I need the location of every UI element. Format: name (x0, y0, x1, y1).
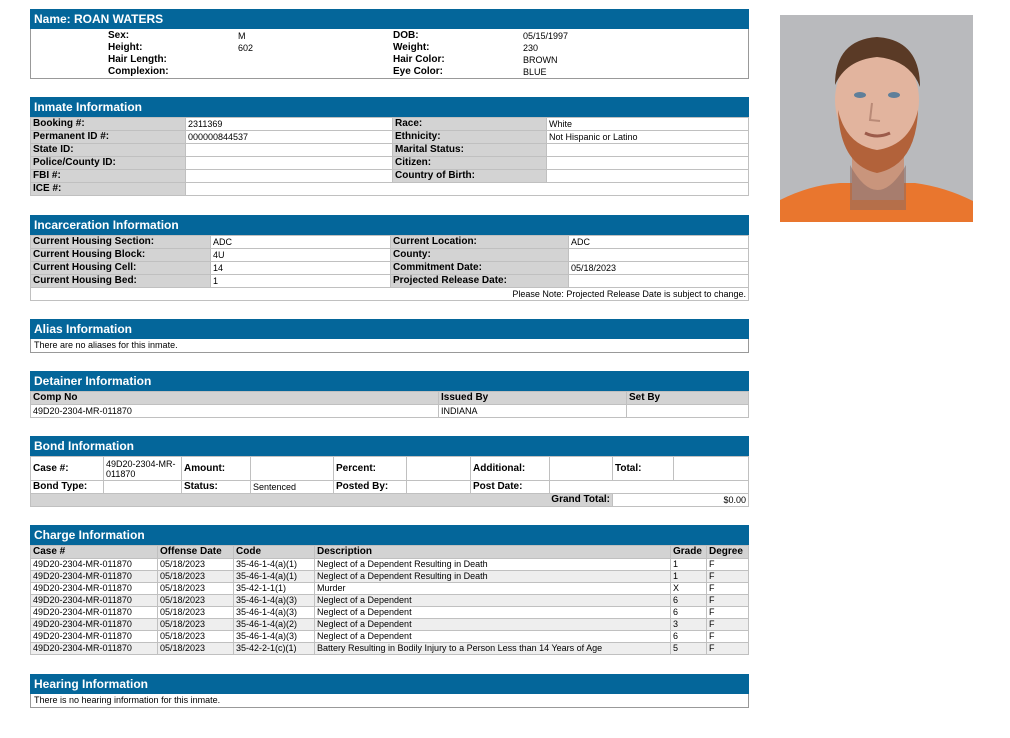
charge-case-no: 49D20-2304-MR-011870 (31, 619, 158, 631)
charge-column-header: Description (315, 546, 671, 559)
charge-case-no: 49D20-2304-MR-011870 (31, 607, 158, 619)
status-value: Sentenced (251, 481, 334, 494)
additional-value (550, 457, 613, 481)
hearing-information-title: Hearing Information (30, 674, 749, 694)
additional-label: Additional: (471, 457, 550, 481)
bond-type-label: Bond Type: (31, 481, 104, 494)
incarceration-field-label: Projected Release Date: (391, 275, 569, 288)
bond-information-section (30, 436, 749, 507)
charge-column-header: Degree (707, 546, 749, 559)
detainer-set-by (627, 405, 749, 418)
charge-row (31, 619, 749, 631)
inmate-info-row (31, 170, 749, 183)
inmate-field-label: Ethnicity: (393, 131, 547, 144)
charge-information-title: Charge Information (30, 525, 749, 545)
name-section (30, 9, 749, 79)
inmate-information-section (30, 97, 749, 196)
detainer-comp-no: 49D20-2304-MR-011870 (31, 405, 439, 418)
charge-case-no: 49D20-2304-MR-011870 (31, 583, 158, 595)
incarceration-info-row (31, 262, 749, 275)
ice-label: ICE #: (31, 183, 186, 196)
charge-information-section (30, 525, 749, 655)
post-date-value (550, 481, 749, 494)
hair-color-label: Hair Color: (393, 54, 445, 65)
inmate-field-label: Citizen: (393, 157, 547, 170)
bond-information-title: Bond Information (30, 436, 749, 456)
sex-label: Sex: (108, 30, 130, 41)
incarceration-field-value: 05/18/2023 (569, 262, 749, 275)
inmate-field-label: State ID: (31, 144, 186, 157)
height-label: Height: (108, 42, 143, 53)
charge-degree: F (707, 595, 749, 607)
height-value: 602 (238, 43, 254, 53)
status-label: Status: (182, 481, 251, 494)
charge-degree: F (707, 643, 749, 655)
inmate-info-row (31, 118, 749, 131)
inmate-field-label: Country of Birth: (393, 170, 547, 183)
charge-description: Murder (315, 583, 671, 595)
charge-degree: F (707, 619, 749, 631)
charge-description: Neglect of a Dependent (315, 619, 671, 631)
inmate-field-label: Permanent ID #: (31, 131, 186, 144)
bond-type-value (104, 481, 182, 494)
inmate-photo (780, 15, 973, 222)
inmate-info-row (31, 144, 749, 157)
ice-value (186, 183, 749, 196)
charge-code: 35-46-1-4(a)(1) (234, 559, 315, 571)
charge-grade: 1 (671, 559, 707, 571)
inmate-field-value (186, 157, 393, 170)
hair-length-value (236, 54, 391, 66)
incarceration-field-value: ADC (211, 236, 391, 249)
hair-color-value: BROWN (523, 55, 558, 65)
incarceration-field-label: Commitment Date: (391, 262, 569, 275)
charge-grade: 1 (671, 571, 707, 583)
charge-offense-date: 05/18/2023 (158, 583, 234, 595)
inmate-field-value: 000000844537 (186, 131, 393, 144)
hearing-text: There is no hearing information for this inmate. (30, 694, 749, 708)
inmate-field-value: 2311369 (186, 118, 393, 131)
weight-value: 230 (523, 43, 539, 53)
inmate-field-value (547, 144, 749, 157)
inmate-field-value (186, 170, 393, 183)
charge-column-header: Grade (671, 546, 707, 559)
incarceration-info-row (31, 275, 749, 288)
complexion-label: Complexion: (108, 66, 169, 77)
charge-offense-date: 05/18/2023 (158, 619, 234, 631)
charge-description: Neglect of a Dependent Resulting in Death (315, 571, 671, 583)
inmate-info-row (31, 131, 749, 144)
charge-case-no: 49D20-2304-MR-011870 (31, 631, 158, 643)
inmate-field-label: Police/County ID: (31, 157, 186, 170)
total-label: Total: (613, 457, 674, 481)
inmate-field-label: Marital Status: (393, 144, 547, 157)
detainer-information-section (30, 371, 749, 418)
post-date-label: Post Date: (471, 481, 550, 494)
incarceration-field-value: 1 (211, 275, 391, 288)
charge-column-header: Offense Date (158, 546, 234, 559)
charge-description: Neglect of a Dependent (315, 631, 671, 643)
incarceration-field-label: Current Location: (391, 236, 569, 249)
incarceration-field-value: 14 (211, 262, 391, 275)
hair-length-label: Hair Length: (108, 54, 167, 65)
charge-description: Neglect of a Dependent (315, 607, 671, 619)
inmate-field-value: White (547, 118, 749, 131)
charge-row (31, 595, 749, 607)
charge-header-row (31, 546, 749, 559)
charge-case-no: 49D20-2304-MR-011870 (31, 571, 158, 583)
incarceration-field-value: ADC (569, 236, 749, 249)
charge-degree: F (707, 583, 749, 595)
charge-degree: F (707, 559, 749, 571)
charge-grade: 6 (671, 631, 707, 643)
charge-row (31, 583, 749, 595)
inmate-field-label: Race: (393, 118, 547, 131)
charge-offense-date: 05/18/2023 (158, 571, 234, 583)
incarceration-field-label: Current Housing Cell: (31, 262, 211, 275)
posted-by-value (407, 481, 471, 494)
complexion-value (236, 66, 391, 78)
inmate-information-title: Inmate Information (30, 97, 749, 117)
alias-information-section (30, 319, 749, 353)
charge-degree: F (707, 571, 749, 583)
percent-label: Percent: (334, 457, 407, 481)
total-value (674, 457, 749, 481)
issued-by-header: Issued By (439, 392, 627, 405)
alias-information-title: Alias Information (30, 319, 749, 339)
incarceration-field-label: Current Housing Bed: (31, 275, 211, 288)
charge-code: 35-42-1-1(1) (234, 583, 315, 595)
inmate-info-row (31, 157, 749, 170)
inmate-field-value (186, 144, 393, 157)
charge-offense-date: 05/18/2023 (158, 595, 234, 607)
charge-column-header: Case # (31, 546, 158, 559)
charge-case-no: 49D20-2304-MR-011870 (31, 559, 158, 571)
percent-value (407, 457, 471, 481)
detainer-information-title: Detainer Information (30, 371, 749, 391)
dob-label: DOB: (393, 30, 419, 41)
charge-description: Neglect of a Dependent (315, 595, 671, 607)
weight-label: Weight: (393, 42, 430, 53)
incarceration-field-value (569, 275, 749, 288)
case-label: Case #: (31, 457, 104, 481)
inmate-name-title: Name: ROAN WATERS (30, 9, 749, 29)
hearing-information-section (30, 674, 749, 708)
charge-code: 35-46-1-4(a)(2) (234, 619, 315, 631)
charge-offense-date: 05/18/2023 (158, 643, 234, 655)
alias-text: There are no aliases for this inmate. (30, 339, 749, 353)
set-by-header: Set By (627, 392, 749, 405)
charge-row (31, 571, 749, 583)
inmate-field-value (547, 170, 749, 183)
incarceration-info-row (31, 236, 749, 249)
grand-total-label: Grand Total: (31, 494, 613, 507)
charge-offense-date: 05/18/2023 (158, 607, 234, 619)
charge-code: 35-42-2-1(c)(1) (234, 643, 315, 655)
charge-code: 35-46-1-4(a)(1) (234, 571, 315, 583)
sex-value: M (238, 31, 246, 41)
charge-offense-date: 05/18/2023 (158, 559, 234, 571)
inmate-field-value (547, 157, 749, 170)
charge-row (31, 631, 749, 643)
charge-description: Neglect of a Dependent Resulting in Death (315, 559, 671, 571)
bond-case-value: 49D20-2304-MR-011870 (104, 457, 182, 481)
dob-value: 05/15/1997 (523, 31, 569, 41)
charge-grade: 6 (671, 595, 707, 607)
charge-row (31, 559, 749, 571)
incarceration-information-section (30, 215, 749, 301)
charge-grade: X (671, 583, 707, 595)
incarceration-information-title: Incarceration Information (30, 215, 749, 235)
charge-row (31, 643, 749, 655)
charge-row (31, 607, 749, 619)
incarceration-field-value (569, 249, 749, 262)
release-date-note: Please Note: Projected Release Date is subject to change. (30, 288, 749, 301)
charge-code: 35-46-1-4(a)(3) (234, 595, 315, 607)
inmate-field-label: Booking #: (31, 118, 186, 131)
eye-color-label: Eye Color: (393, 66, 444, 77)
charge-degree: F (707, 631, 749, 643)
charge-grade: 6 (671, 607, 707, 619)
charge-grade: 5 (671, 643, 707, 655)
charge-case-no: 49D20-2304-MR-011870 (31, 643, 158, 655)
incarceration-field-value: 4U (211, 249, 391, 262)
grand-total-value: $0.00 (613, 494, 749, 507)
detainer-issued-by: INDIANA (439, 405, 627, 418)
incarceration-field-label: County: (391, 249, 569, 262)
posted-by-label: Posted By: (334, 481, 407, 494)
charge-offense-date: 05/18/2023 (158, 631, 234, 643)
incarceration-field-label: Current Housing Section: (31, 236, 211, 249)
amount-value (251, 457, 334, 481)
comp-no-header: Comp No (31, 392, 439, 405)
amount-label: Amount: (182, 457, 251, 481)
charge-case-no: 49D20-2304-MR-011870 (31, 595, 158, 607)
charge-column-header: Code (234, 546, 315, 559)
charge-code: 35-46-1-4(a)(3) (234, 607, 315, 619)
charge-degree: F (707, 607, 749, 619)
incarceration-field-label: Current Housing Block: (31, 249, 211, 262)
inmate-field-value: Not Hispanic or Latino (547, 131, 749, 144)
charge-code: 35-46-1-4(a)(3) (234, 631, 315, 643)
charge-grade: 3 (671, 619, 707, 631)
eye-color-value: BLUE (523, 67, 547, 77)
charge-description: Battery Resulting in Bodily Injury to a Person Less than 14 Years of Age (315, 643, 671, 655)
inmate-field-label: FBI #: (31, 170, 186, 183)
incarceration-info-row (31, 249, 749, 262)
